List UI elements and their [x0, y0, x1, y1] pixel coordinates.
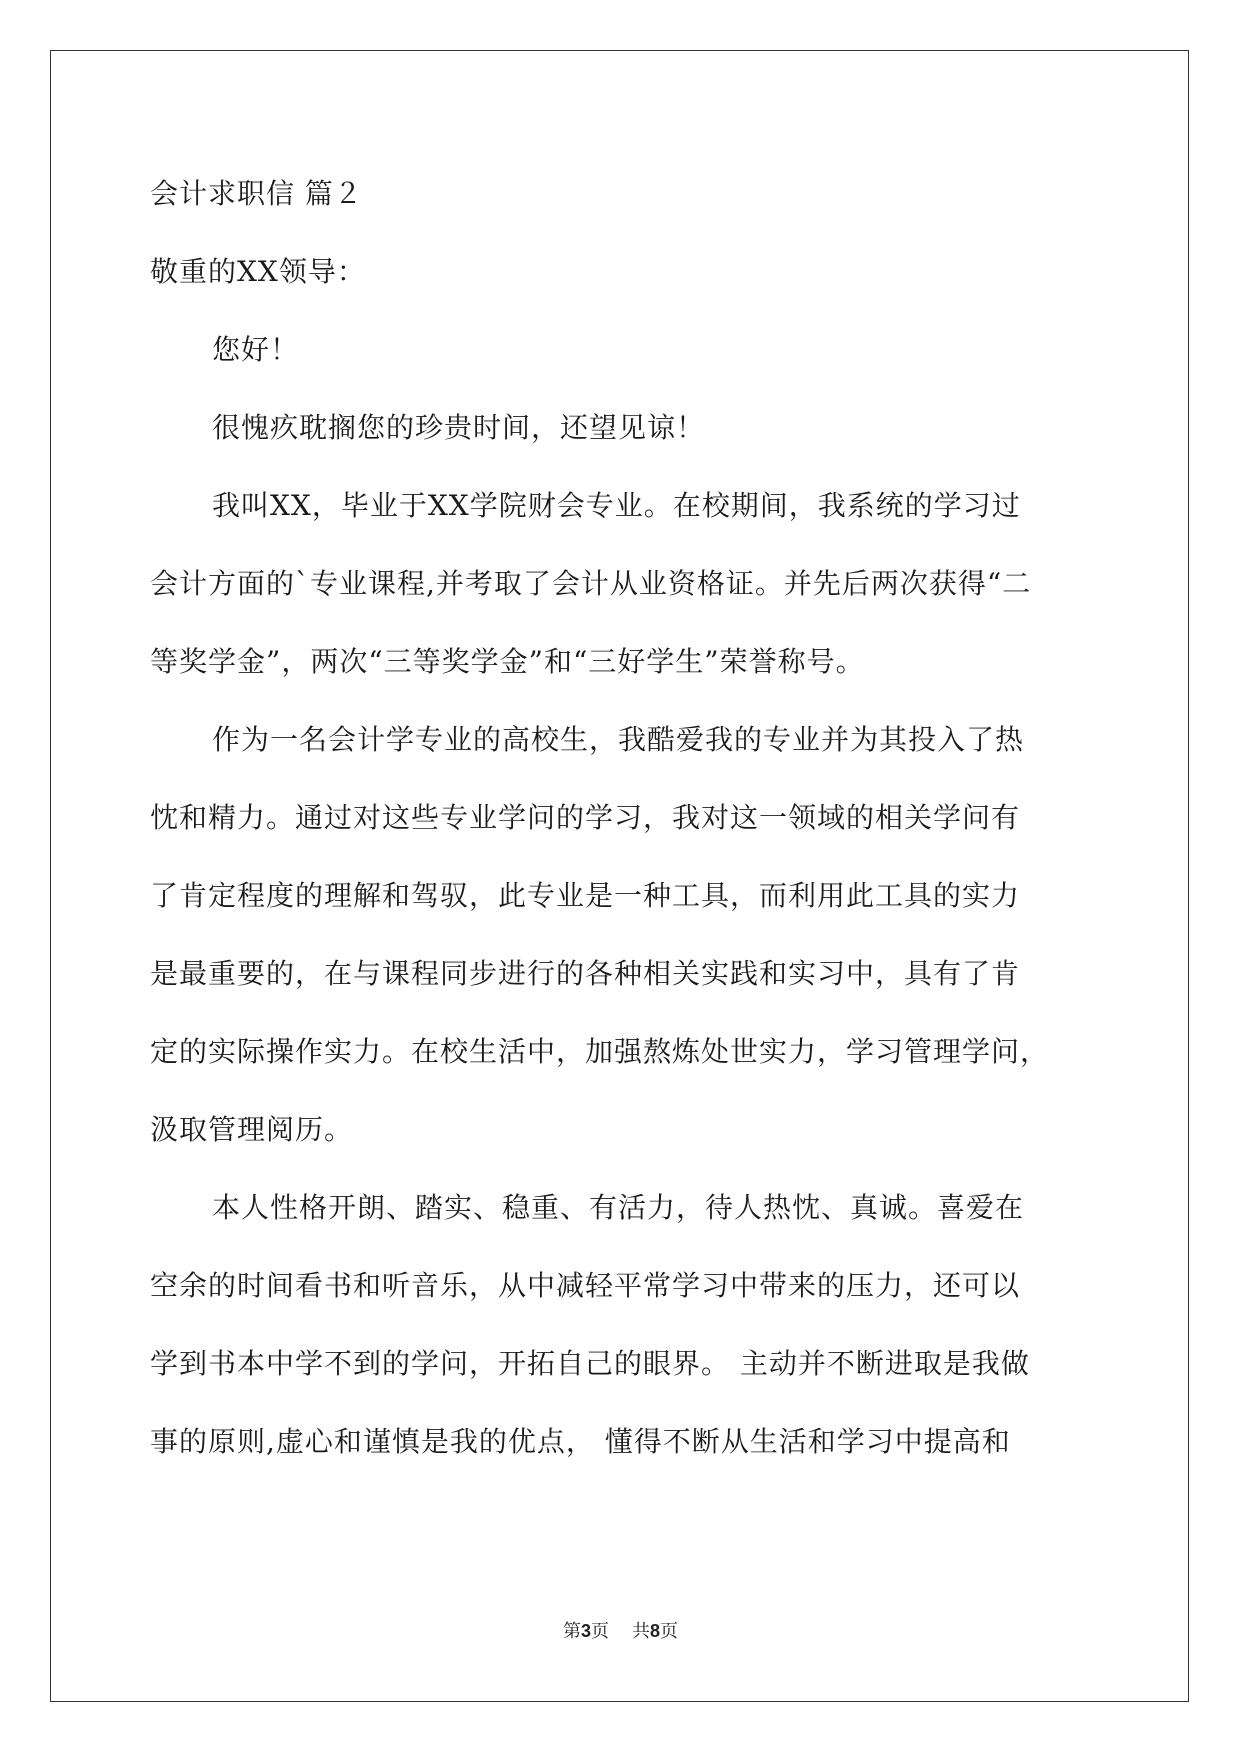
- paragraph-line: 等奖学金”，两次“三等奖学金”和“三好学生”荣誉称号。: [150, 645, 865, 678]
- page-footer: [0, 1617, 1241, 1643]
- paragraph-line: 汲取管理阅历。: [150, 1113, 354, 1146]
- total-prefix: 共: [631, 1621, 650, 1642]
- total-suffix: 页: [659, 1621, 678, 1642]
- page-number: 3: [581, 1621, 592, 1641]
- document-heading: 会计求职信 篇２: [150, 177, 363, 210]
- paragraph-line: 本人性格开朗、踏实、稳重、有活力，待人热忱、真诚。喜爱在: [212, 1191, 1025, 1224]
- paragraph-line: 学到书本中学不到的学问，开拓自己的眼界。 主动并不断进取是我做: [150, 1347, 1030, 1380]
- total-pages: 8: [649, 1621, 660, 1641]
- paragraph-line: 忱和精力。通过对这些专业学问的学习，我对这一领域的相关学问有: [150, 801, 1021, 834]
- paragraph-line: 我叫XX，毕业于XX学院财会专业。在校期间，我系统的学习过: [212, 489, 1021, 522]
- paragraph-line: 空余的时间看书和听音乐，从中减轻平常学习中带来的压力，还可以: [150, 1269, 1021, 1302]
- paragraph-line: 了肯定程度的理解和驾驭，此专业是一种工具，而利用此工具的实力: [150, 879, 1021, 912]
- paragraph-line: 很愧疚耽搁您的珍贵时间，还望见谅！: [212, 411, 706, 444]
- paragraph-line: 会计方面的`专业课程,并考取了会计从业资格证。并先后两次获得“二: [150, 567, 1032, 600]
- greeting: 您好！: [212, 333, 300, 366]
- page-suffix: 页: [591, 1621, 610, 1642]
- salutation: 敬重的XX领导：: [150, 255, 366, 288]
- paragraph-apology: [150, 389, 1090, 467]
- paragraph-personality: [150, 1169, 1090, 1481]
- document-body: [150, 155, 1090, 1481]
- paragraph-line: 是最重要的，在与课程同步进行的各种相关实践和实习中，具有了肯: [150, 957, 1021, 990]
- paragraph-line: 事的原则,虚心和谨慎是我的优点， 懂得不断从生活和学习中提高和: [150, 1425, 1011, 1458]
- paragraph-line: 定的实际操作实力。在校生活中，加强熬炼处世实力，学习管理学问，: [150, 1035, 1050, 1068]
- page-prefix: 第: [563, 1621, 582, 1642]
- paragraph-line: 作为一名会计学专业的高校生，我酷爱我的专业并为其投入了热: [212, 723, 1025, 756]
- paragraph-introduction: [150, 467, 1090, 701]
- paragraph-major: [150, 701, 1090, 1169]
